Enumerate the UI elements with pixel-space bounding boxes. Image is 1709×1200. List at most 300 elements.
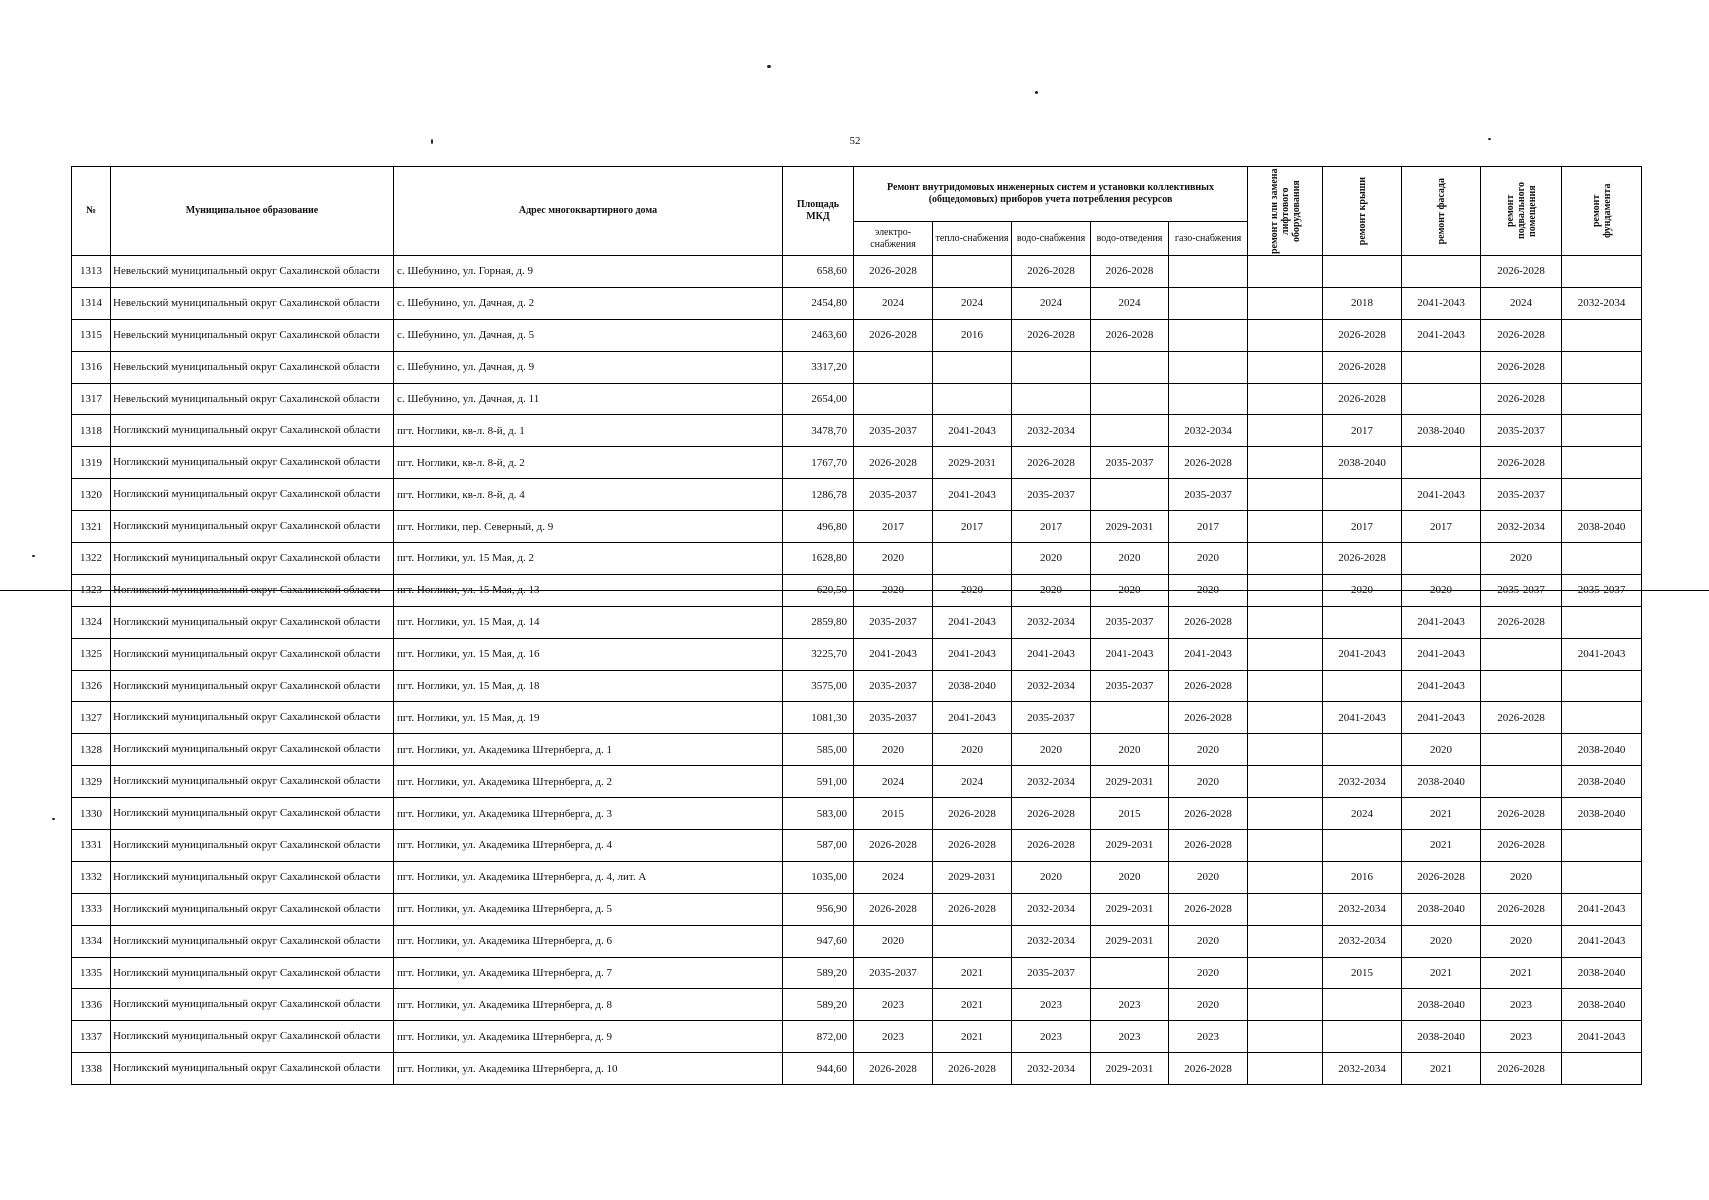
foundation-cell — [1562, 351, 1642, 383]
area-cell: 872,00 — [783, 1021, 854, 1053]
foundation-cell — [1562, 830, 1642, 862]
sewer-cell: 2020 — [1091, 861, 1169, 893]
row-number: 1314 — [72, 287, 111, 319]
facade-cell — [1402, 351, 1481, 383]
roof-cell: 2038-2040 — [1323, 447, 1402, 479]
address-cell: пгт. Ноглики, ул. Академика Штернберга, д. 2 — [394, 766, 783, 798]
address-cell: пгт. Ноглики, ул. Академика Штернберга, д. 7 — [394, 957, 783, 989]
sewer-cell: 2026-2028 — [1091, 256, 1169, 288]
table-row — [72, 574, 1642, 606]
elevator-cell — [1248, 606, 1323, 638]
row-number: 1325 — [72, 638, 111, 670]
table-row — [72, 415, 1642, 447]
elevator-cell — [1248, 861, 1323, 893]
facade-cell: 2038-2040 — [1402, 766, 1481, 798]
gas-cell: 2020 — [1169, 957, 1248, 989]
sewer-cell: 2035-2037 — [1091, 670, 1169, 702]
row-number: 1318 — [72, 415, 111, 447]
address-cell: пгт. Ноглики, ул. Академика Штернберга, д. 4, лит. А — [394, 861, 783, 893]
elevator-cell — [1248, 415, 1323, 447]
address-cell: пгт. Ноглики, кв-л. 8-й, д. 1 — [394, 415, 783, 447]
basement-cell — [1481, 766, 1562, 798]
area-cell: 587,00 — [783, 830, 854, 862]
roof-cell: 2026-2028 — [1323, 319, 1402, 351]
area-cell: 956,90 — [783, 893, 854, 925]
area-cell: 583,00 — [783, 798, 854, 830]
water-cell — [1012, 383, 1091, 415]
foundation-cell: 2038-2040 — [1562, 989, 1642, 1021]
row-number: 1313 — [72, 256, 111, 288]
facade-cell: 2041-2043 — [1402, 702, 1481, 734]
foundation-cell — [1562, 606, 1642, 638]
table-row — [72, 383, 1642, 415]
elevator-cell — [1248, 287, 1323, 319]
basement-cell: 2020 — [1481, 543, 1562, 575]
elevator-cell — [1248, 256, 1323, 288]
electric-cell: 2024 — [854, 766, 933, 798]
sewer-cell: 2023 — [1091, 1021, 1169, 1053]
elevator-cell — [1248, 511, 1323, 543]
municipality-cell: Ногликский муниципальный округ Сахалинской области — [111, 957, 394, 989]
sewer-cell: 2020 — [1091, 543, 1169, 575]
heat-cell: 2041-2043 — [933, 638, 1012, 670]
header-basement: ремонт подвального помещения — [1481, 167, 1562, 256]
row-number: 1333 — [72, 893, 111, 925]
facade-cell: 2021 — [1402, 957, 1481, 989]
area-cell: 585,00 — [783, 734, 854, 766]
facade-cell: 2038-2040 — [1402, 415, 1481, 447]
gas-cell — [1169, 351, 1248, 383]
municipality-cell: Ногликский муниципальный округ Сахалинской области — [111, 989, 394, 1021]
header-area: Площадь МКД — [783, 167, 854, 256]
heat-cell: 2021 — [933, 1021, 1012, 1053]
area-cell: 3225,70 — [783, 638, 854, 670]
area-cell: 3478,70 — [783, 415, 854, 447]
electric-cell: 2024 — [854, 287, 933, 319]
electric-cell: 2035-2037 — [854, 415, 933, 447]
municipality-cell: Ногликский муниципальный округ Сахалинской области — [111, 670, 394, 702]
municipality-cell: Ногликский муниципальный округ Сахалинской области — [111, 925, 394, 957]
foundation-cell: 2041-2043 — [1562, 1021, 1642, 1053]
foundation-cell — [1562, 1053, 1642, 1085]
electric-cell: 2035-2037 — [854, 479, 933, 511]
heat-cell: 2041-2043 — [933, 479, 1012, 511]
row-number: 1336 — [72, 989, 111, 1021]
roof-cell: 2026-2028 — [1323, 383, 1402, 415]
row-number: 1338 — [72, 1053, 111, 1085]
water-cell: 2035-2037 — [1012, 957, 1091, 989]
gas-cell: 2020 — [1169, 861, 1248, 893]
row-number: 1331 — [72, 830, 111, 862]
basement-cell: 2026-2028 — [1481, 351, 1562, 383]
water-cell: 2032-2034 — [1012, 766, 1091, 798]
water-cell: 2020 — [1012, 861, 1091, 893]
basement-cell: 2026-2028 — [1481, 319, 1562, 351]
area-cell: 1286,78 — [783, 479, 854, 511]
foundation-cell — [1562, 383, 1642, 415]
table-row — [72, 1053, 1642, 1085]
sewer-cell: 2024 — [1091, 287, 1169, 319]
water-cell: 2032-2034 — [1012, 925, 1091, 957]
scan-speck — [431, 139, 433, 144]
address-cell: с. Шебунино, ул. Дачная, д. 2 — [394, 287, 783, 319]
electric-cell: 2026-2028 — [854, 830, 933, 862]
gas-cell: 2026-2028 — [1169, 893, 1248, 925]
elevator-cell — [1248, 830, 1323, 862]
sewer-cell: 2041-2043 — [1091, 638, 1169, 670]
elevator-cell — [1248, 1053, 1323, 1085]
area-cell: 589,20 — [783, 989, 854, 1021]
elevator-cell — [1248, 543, 1323, 575]
gas-cell — [1169, 383, 1248, 415]
capital-repair-table — [71, 166, 1642, 1085]
roof-cell — [1323, 989, 1402, 1021]
municipality-cell: Ногликский муниципальный округ Сахалинской области — [111, 893, 394, 925]
heat-cell: 2024 — [933, 766, 1012, 798]
elevator-cell — [1248, 925, 1323, 957]
elevator-cell — [1248, 893, 1323, 925]
municipality-cell: Ногликский муниципальный округ Сахалинской области — [111, 479, 394, 511]
heat-cell: 2041-2043 — [933, 415, 1012, 447]
municipality-cell: Невельский муниципальный округ Сахалинской области — [111, 287, 394, 319]
row-number: 1328 — [72, 734, 111, 766]
electric-cell: 2035-2037 — [854, 670, 933, 702]
table-row — [72, 766, 1642, 798]
facade-cell: 2020 — [1402, 734, 1481, 766]
row-number: 1320 — [72, 479, 111, 511]
foundation-cell: 2041-2043 — [1562, 893, 1642, 925]
water-cell: 2035-2037 — [1012, 479, 1091, 511]
municipality-cell: Ногликский муниципальный округ Сахалинской области — [111, 1021, 394, 1053]
foundation-cell — [1562, 702, 1642, 734]
heat-cell — [933, 383, 1012, 415]
address-cell: пгт. Ноглики, ул. Академика Штернберга, д. 8 — [394, 989, 783, 1021]
electric-cell — [854, 351, 933, 383]
area-cell: 1767,70 — [783, 447, 854, 479]
water-cell: 2020 — [1012, 574, 1091, 606]
heat-cell — [933, 925, 1012, 957]
foundation-cell — [1562, 447, 1642, 479]
address-cell: пгт. Ноглики, ул. Академика Штернберга, д. 3 — [394, 798, 783, 830]
sewer-cell — [1091, 383, 1169, 415]
address-cell: с. Шебунино, ул. Дачная, д. 5 — [394, 319, 783, 351]
roof-cell — [1323, 670, 1402, 702]
heat-cell: 2026-2028 — [933, 830, 1012, 862]
heat-cell: 2029-2031 — [933, 861, 1012, 893]
table-row — [72, 256, 1642, 288]
facade-cell: 2041-2043 — [1402, 606, 1481, 638]
facade-cell — [1402, 543, 1481, 575]
water-cell — [1012, 351, 1091, 383]
water-cell: 2023 — [1012, 989, 1091, 1021]
elevator-cell — [1248, 957, 1323, 989]
facade-cell: 2020 — [1402, 574, 1481, 606]
header-roof: ремонт крыши — [1323, 167, 1402, 256]
address-cell: пгт. Ноглики, ул. 15 Мая, д. 19 — [394, 702, 783, 734]
basement-cell: 2021 — [1481, 957, 1562, 989]
basement-cell — [1481, 670, 1562, 702]
foundation-cell — [1562, 479, 1642, 511]
facade-cell: 2041-2043 — [1402, 479, 1481, 511]
electric-cell: 2020 — [854, 543, 933, 575]
foundation-cell: 2038-2040 — [1562, 734, 1642, 766]
foundation-cell — [1562, 319, 1642, 351]
heat-cell: 2020 — [933, 574, 1012, 606]
water-cell: 2035-2037 — [1012, 702, 1091, 734]
address-cell: пгт. Ноглики, ул. Академика Штернберга, д. 9 — [394, 1021, 783, 1053]
table-row — [72, 1021, 1642, 1053]
elevator-cell — [1248, 702, 1323, 734]
heat-cell: 2026-2028 — [933, 893, 1012, 925]
heat-cell: 2041-2043 — [933, 606, 1012, 638]
sewer-cell: 2020 — [1091, 574, 1169, 606]
row-number: 1332 — [72, 861, 111, 893]
area-cell: 1628,80 — [783, 543, 854, 575]
header-sewer: водо-отведения — [1091, 222, 1169, 256]
sewer-cell — [1091, 702, 1169, 734]
sewer-cell: 2035-2037 — [1091, 447, 1169, 479]
row-number: 1315 — [72, 319, 111, 351]
roof-cell: 2016 — [1323, 861, 1402, 893]
row-number: 1334 — [72, 925, 111, 957]
header-heat: тепло-снабжения — [933, 222, 1012, 256]
roof-cell: 2018 — [1323, 287, 1402, 319]
gas-cell: 2032-2034 — [1169, 415, 1248, 447]
table-row — [72, 351, 1642, 383]
foundation-cell — [1562, 543, 1642, 575]
header-municipality: Муниципальное образование — [111, 167, 394, 256]
address-cell: пгт. Ноглики, ул. Академика Штернберга, д. 1 — [394, 734, 783, 766]
row-number: 1326 — [72, 670, 111, 702]
header-elevator: ремонт или замена лифтового оборудования — [1248, 167, 1323, 256]
basement-cell: 2023 — [1481, 989, 1562, 1021]
address-cell: с. Шебунино, ул. Дачная, д. 9 — [394, 351, 783, 383]
area-cell: 2463,60 — [783, 319, 854, 351]
electric-cell: 2026-2028 — [854, 1053, 933, 1085]
gas-cell — [1169, 319, 1248, 351]
roof-cell: 2032-2034 — [1323, 1053, 1402, 1085]
row-number: 1330 — [72, 798, 111, 830]
area-cell: 2859,80 — [783, 606, 854, 638]
heat-cell: 2017 — [933, 511, 1012, 543]
address-cell: пгт. Ноглики, кв-л. 8-й, д. 4 — [394, 479, 783, 511]
facade-cell: 2021 — [1402, 830, 1481, 862]
facade-cell: 2020 — [1402, 925, 1481, 957]
area-cell: 1081,30 — [783, 702, 854, 734]
foundation-cell: 2032-2034 — [1562, 287, 1642, 319]
electric-cell: 2023 — [854, 1021, 933, 1053]
row-number: 1337 — [72, 1021, 111, 1053]
area-cell: 1035,00 — [783, 861, 854, 893]
address-cell: пгт. Ноглики, ул. 15 Мая, д. 2 — [394, 543, 783, 575]
area-cell: 3575,00 — [783, 670, 854, 702]
facade-cell: 2021 — [1402, 1053, 1481, 1085]
heat-cell: 2026-2028 — [933, 798, 1012, 830]
foundation-cell: 2035-2037 — [1562, 574, 1642, 606]
area-cell: 2454,80 — [783, 287, 854, 319]
row-number: 1321 — [72, 511, 111, 543]
electric-cell: 2035-2037 — [854, 606, 933, 638]
municipality-cell: Невельский муниципальный округ Сахалинской области — [111, 256, 394, 288]
facade-cell — [1402, 383, 1481, 415]
roof-cell: 2026-2028 — [1323, 543, 1402, 575]
electric-cell: 2023 — [854, 989, 933, 1021]
gas-cell: 2020 — [1169, 766, 1248, 798]
facade-cell — [1402, 447, 1481, 479]
foundation-cell — [1562, 861, 1642, 893]
municipality-cell: Ногликский муниципальный округ Сахалинской области — [111, 734, 394, 766]
table-row — [72, 830, 1642, 862]
gas-cell: 2023 — [1169, 1021, 1248, 1053]
facade-cell: 2041-2043 — [1402, 319, 1481, 351]
gas-cell: 2026-2028 — [1169, 1053, 1248, 1085]
sewer-cell: 2035-2037 — [1091, 606, 1169, 638]
sewer-cell: 2015 — [1091, 798, 1169, 830]
electric-cell: 2035-2037 — [854, 702, 933, 734]
address-cell: пгт. Ноглики, ул. Академика Штернберга, д. 10 — [394, 1053, 783, 1085]
sewer-cell: 2029-2031 — [1091, 893, 1169, 925]
facade-cell: 2026-2028 — [1402, 861, 1481, 893]
heat-cell: 2021 — [933, 957, 1012, 989]
heat-cell: 2021 — [933, 989, 1012, 1021]
basement-cell: 2020 — [1481, 925, 1562, 957]
foundation-cell: 2038-2040 — [1562, 766, 1642, 798]
gas-cell — [1169, 287, 1248, 319]
municipality-cell: Ногликский муниципальный округ Сахалинской области — [111, 511, 394, 543]
municipality-cell: Невельский муниципальный округ Сахалинской области — [111, 351, 394, 383]
area-cell: 591,00 — [783, 766, 854, 798]
elevator-cell — [1248, 670, 1323, 702]
elevator-cell — [1248, 734, 1323, 766]
roof-cell — [1323, 1021, 1402, 1053]
roof-cell — [1323, 606, 1402, 638]
electric-cell: 2015 — [854, 798, 933, 830]
basement-cell: 2026-2028 — [1481, 606, 1562, 638]
water-cell: 2032-2034 — [1012, 415, 1091, 447]
municipality-cell: Ногликский муниципальный округ Сахалинской области — [111, 861, 394, 893]
heat-cell: 2029-2031 — [933, 447, 1012, 479]
heat-cell: 2020 — [933, 734, 1012, 766]
header-electric: электро-снабжения — [854, 222, 933, 256]
elevator-cell — [1248, 1021, 1323, 1053]
basement-cell: 2026-2028 — [1481, 447, 1562, 479]
address-cell: пгт. Ноглики, пер. Северный, д. 9 — [394, 511, 783, 543]
gas-cell: 2020 — [1169, 543, 1248, 575]
facade-cell: 2017 — [1402, 511, 1481, 543]
electric-cell: 2020 — [854, 925, 933, 957]
header-engineering-group: Ремонт внутридомовых инженерных систем и установки коллективных (общедомовых) приборов учета потребления ресурсов — [854, 167, 1248, 222]
water-cell: 2032-2034 — [1012, 893, 1091, 925]
municipality-cell: Ногликский муниципальный округ Сахалинской области — [111, 447, 394, 479]
area-cell: 2654,00 — [783, 383, 854, 415]
table-row — [72, 543, 1642, 575]
gas-cell: 2026-2028 — [1169, 670, 1248, 702]
municipality-cell: Ногликский муниципальный округ Сахалинской области — [111, 574, 394, 606]
table-row — [72, 861, 1642, 893]
row-number: 1327 — [72, 702, 111, 734]
table-row — [72, 798, 1642, 830]
basement-cell: 2026-2028 — [1481, 798, 1562, 830]
gas-cell: 2035-2037 — [1169, 479, 1248, 511]
sewer-cell: 2020 — [1091, 734, 1169, 766]
sewer-cell: 2029-2031 — [1091, 830, 1169, 862]
sewer-cell: 2029-2031 — [1091, 511, 1169, 543]
row-number: 1317 — [72, 383, 111, 415]
area-cell: 658,60 — [783, 256, 854, 288]
gas-cell — [1169, 256, 1248, 288]
header-no: № — [72, 167, 111, 256]
facade-cell — [1402, 256, 1481, 288]
facade-cell: 2038-2040 — [1402, 893, 1481, 925]
table-body — [72, 256, 1642, 1085]
water-cell: 2041-2043 — [1012, 638, 1091, 670]
gas-cell: 2026-2028 — [1169, 702, 1248, 734]
basement-cell: 2026-2028 — [1481, 893, 1562, 925]
municipality-cell: Невельский муниципальный округ Сахалинской области — [111, 383, 394, 415]
facade-cell: 2038-2040 — [1402, 1021, 1481, 1053]
water-cell: 2023 — [1012, 1021, 1091, 1053]
water-cell: 2020 — [1012, 734, 1091, 766]
municipality-cell: Ногликский муниципальный округ Сахалинской области — [111, 766, 394, 798]
elevator-cell — [1248, 989, 1323, 1021]
gas-cell: 2020 — [1169, 989, 1248, 1021]
municipality-cell: Ногликский муниципальный округ Сахалинской области — [111, 543, 394, 575]
electric-cell: 2041-2043 — [854, 638, 933, 670]
address-cell: пгт. Ноглики, ул. Академика Штернберга, д. 4 — [394, 830, 783, 862]
roof-cell — [1323, 479, 1402, 511]
water-cell: 2017 — [1012, 511, 1091, 543]
foundation-cell: 2041-2043 — [1562, 638, 1642, 670]
table-row — [72, 734, 1642, 766]
address-cell: пгт. Ноглики, ул. Академика Штернберга, д. 5 — [394, 893, 783, 925]
roof-cell: 2041-2043 — [1323, 702, 1402, 734]
area-cell: 3317,20 — [783, 351, 854, 383]
roof-cell: 2032-2034 — [1323, 766, 1402, 798]
basement-cell: 2020 — [1481, 861, 1562, 893]
address-cell: пгт. Ноглики, ул. 15 Мая, д. 14 — [394, 606, 783, 638]
water-cell: 2032-2034 — [1012, 1053, 1091, 1085]
basement-cell: 2035-2037 — [1481, 415, 1562, 447]
electric-cell: 2026-2028 — [854, 319, 933, 351]
row-number: 1329 — [72, 766, 111, 798]
municipality-cell: Ногликский муниципальный округ Сахалинской области — [111, 830, 394, 862]
table-row — [72, 638, 1642, 670]
basement-cell: 2024 — [1481, 287, 1562, 319]
electric-cell: 2020 — [854, 574, 933, 606]
facade-cell: 2038-2040 — [1402, 989, 1481, 1021]
address-cell: пгт. Ноглики, ул. 15 Мая, д. 18 — [394, 670, 783, 702]
table-row — [72, 989, 1642, 1021]
scan-speck — [767, 65, 771, 68]
basement-cell: 2035-2037 — [1481, 574, 1562, 606]
foundation-cell: 2041-2043 — [1562, 925, 1642, 957]
table-row — [72, 670, 1642, 702]
gas-cell: 2041-2043 — [1169, 638, 1248, 670]
address-cell: с. Шебунино, ул. Горная, д. 9 — [394, 256, 783, 288]
foundation-cell — [1562, 415, 1642, 447]
gas-cell: 2026-2028 — [1169, 830, 1248, 862]
water-cell: 2026-2028 — [1012, 319, 1091, 351]
municipality-cell: Ногликский муниципальный округ Сахалинской области — [111, 415, 394, 447]
sewer-cell — [1091, 957, 1169, 989]
roof-cell: 2032-2034 — [1323, 893, 1402, 925]
electric-cell: 2020 — [854, 734, 933, 766]
scan-speck — [52, 818, 55, 820]
municipality-cell: Ногликский муниципальный округ Сахалинской области — [111, 606, 394, 638]
roof-cell — [1323, 734, 1402, 766]
sewer-cell — [1091, 351, 1169, 383]
basement-cell: 2026-2028 — [1481, 383, 1562, 415]
